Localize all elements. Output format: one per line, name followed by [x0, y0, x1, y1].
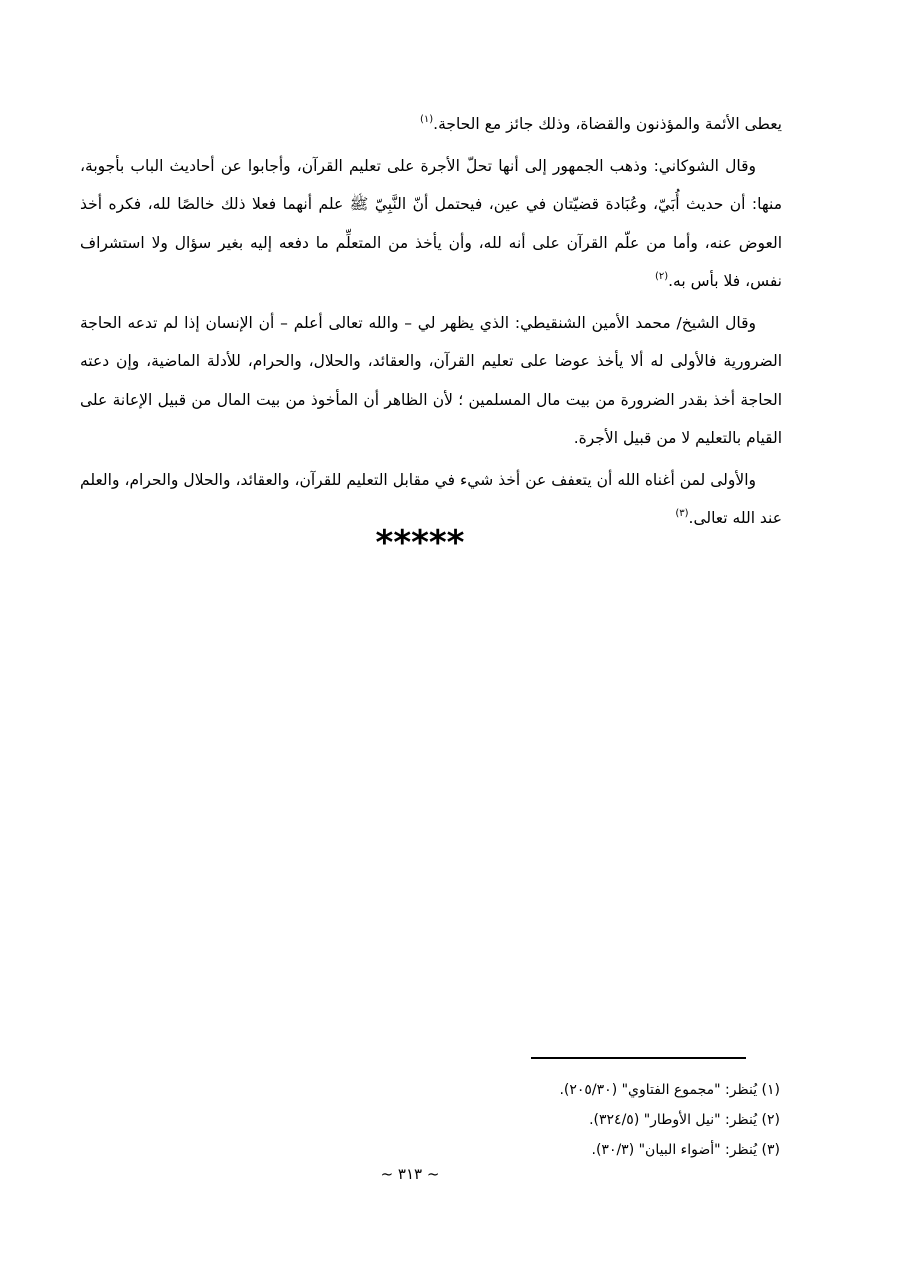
footnote-marker-3[interactable]: (٣)	[675, 508, 689, 519]
footnotes	[420, 1075, 780, 1165]
paragraph-4: والأولى لمن أغناه الله أن يتعفف عن أخذ شيء في مقابل التعليم للقرآن، والعقائد، والحلال والحرام، والعلم عند الله تعالى.$^{(٣)}$	[80, 470, 782, 527]
page-number: ~ ٣١٣ ~	[380, 1165, 440, 1183]
section-separator: *****	[375, 523, 465, 563]
footnote-marker-2[interactable]: (٢)	[654, 271, 669, 282]
paragraph-2: وقال الشوكاني: وذهب الجمهور إلى أنها تحلّ الأجرة على تعليم القرآن، وأجابوا عن أحاديث الباب بأجوبة، منها: أن حديث أُبَيّ، وعُبَادة قضيّتان في عين، فيحتمل أنّ النَّبِيّ ﷺ علم أنهما فعلا ذلك خالصًا لله، فكره أخذ العوض عنه، وأما من علّم القرآن على أنه لله، وأن يأخذ من المتعلِّم ما دفعه إليه بغير سؤال ولا استشراف نفس، فلا بأس به.$^{(٢)}$	[80, 156, 782, 290]
footnote-2: (٢) يُنظر: "نيل الأوطار" (٣٢٤/٥).	[589, 1112, 780, 1128]
paragraph-1: يعطى الأئمة والمؤذنون والقضاة، وذلك جائز مع الحاجة.$^{(١)}$	[419, 114, 782, 133]
footnote-divider	[531, 1057, 746, 1059]
footnote-3: (٣) يُنظر: "أضواء البيان" (٣٠/٣).	[591, 1142, 780, 1158]
footnote-marker-1[interactable]: (١)	[419, 114, 434, 125]
paragraph-3: وقال الشيخ/ محمد الأمين الشنقيطي: الذي يظهر لي – والله تعالى أعلم – أن الإنسان إذا لم تدعه الحاجة الضرورية فالأولى له ألا يأخذ عوضا على تعليم القرآن، والعقائد، والحلال، والحرام، للأدلة الماضية، وإن دعته الحاجة أخذ بقدر الضرورة من بيت مال المسلمين ؛ لأن الظاهر أن المأخوذ من بيت المال من قبيل الإعانة على القيام بالتعليم لا من قبيل الأجرة.	[80, 313, 782, 447]
body-text	[80, 105, 782, 541]
footnote-1: (١) يُنظر: "مجموع الفتاوي" (٢٠٥/٣٠).	[559, 1082, 780, 1098]
